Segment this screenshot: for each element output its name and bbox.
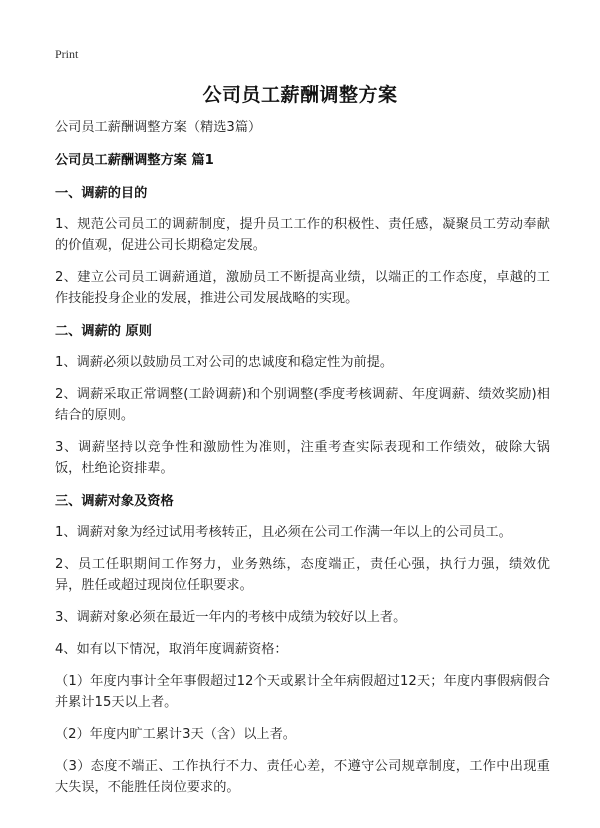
paragraph: 2、建立公司员工调薪通道，激励员工不断提高业绩，以端正的工作态度，卓越的工作技能投身企业的发展，推进公司发展战略的实现。 [55, 270, 550, 306]
paragraph: 3、调薪对象必须在最近一年内的考核中成绩为较好以上者。 [55, 610, 407, 625]
document-title: 公司员工薪酬调整方案 [202, 84, 398, 106]
paragraph: 1、规范公司员工的调薪制度，提升员工工作的积极性、责任感，凝聚员工劳动奉献的价值观，促进公司长期稳定发展。 [55, 217, 550, 253]
document-body [55, 117, 550, 809]
document-subtitle: 公司员工薪酬调整方案（精选3篇） [55, 120, 262, 135]
paragraph: （2）年度内旷工累计3天（含）以上者。 [55, 727, 296, 742]
paragraph: 2、调薪采取正常调整(工龄调薪)和个别调整(季度考核调薪、年度调薪、绩效奖励)相结合的原则。 [55, 387, 550, 423]
section-heading: 二、调薪的 原则 [55, 324, 152, 339]
section-heading: 三、调薪对象及资格 [55, 494, 174, 509]
paragraph: （1）年度内事计全年事假超过12个天或累计全年病假超过12天；年度内事假病假合并累计15天以上者。 [55, 674, 550, 710]
article-heading: 公司员工薪酬调整方案 篇1 [55, 153, 214, 168]
paragraph: 2、员工任职期间工作努力，业务熟练，态度端正，责任心强，执行力强，绩效优异，胜任或超过现岗位任职要求。 [55, 557, 550, 593]
paragraph: 1、调薪必须以鼓励员工对公司的忠诚度和稳定性为前提。 [55, 355, 394, 370]
section-heading: 一、调薪的目的 [55, 186, 148, 201]
paragraph: 3、调薪坚持以竞争性和激励性为准则，注重考查实际表现和工作绩效，破除大锅饭，杜绝论资排辈。 [55, 440, 550, 476]
paragraph: 1、调薪对象为经过试用考核转正，且必须在公司工作满一年以上的公司员工。 [55, 525, 512, 540]
paragraph: （3）态度不端正、工作执行不力、责任心差，不遵守公司规章制度，工作中出现重大失误，不能胜任岗位要求的。 [55, 759, 550, 795]
print-label: Print [55, 47, 79, 61]
paragraph: 4、如有以下情况，取消年度调薪资格： [55, 642, 288, 657]
